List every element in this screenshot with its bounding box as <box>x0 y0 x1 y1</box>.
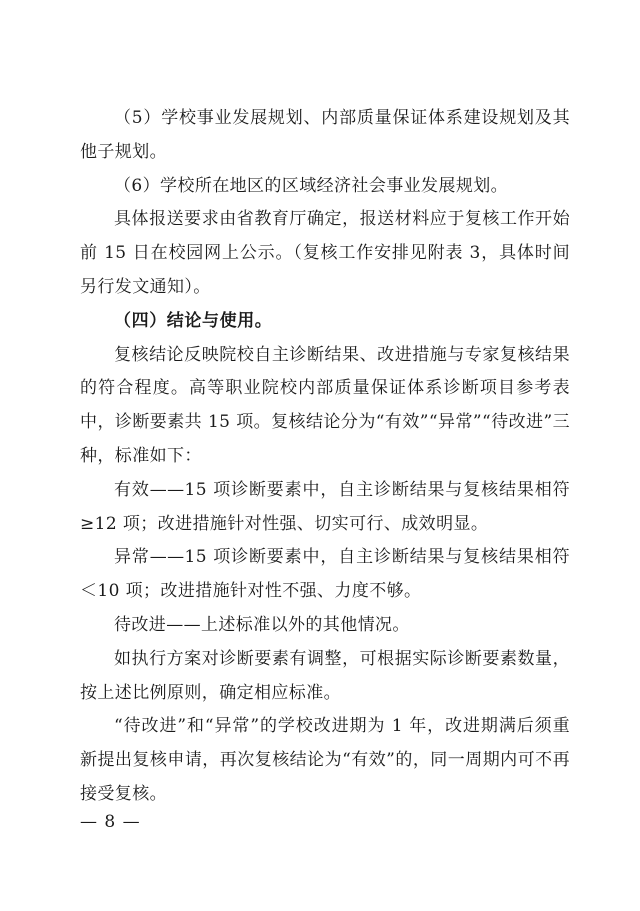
paragraph-adjustment-rule: 如执行方案对诊断要素有调整，可根据实际诊断要素数量，按上述比例原则，确定相应标准。 <box>80 648 570 703</box>
paragraph-criteria-to-improve: 待改进——上述标准以外的其他情况。 <box>114 614 410 635</box>
section-heading-conclusion-and-use: （四）结论与使用。 <box>114 310 273 331</box>
paragraph-improvement-period: “待改进”和“异常”的学校改进期为 1 年，改进期满后须重新提出复核申请，再次复核结论为“有效”的，同一周期内可不再接受复核。 <box>80 716 570 804</box>
paragraph-item-6-regional-plan: （6）学校所在地区的区域经济社会事业发展规划。 <box>114 175 509 196</box>
body-text <box>80 102 570 812</box>
page-number: — 8 — <box>80 812 141 832</box>
paragraph-criteria-abnormal: 异常——15 项诊断要素中，自主诊断结果与复核结果相符＜10 项；改进措施针对性不强、力度不够。 <box>80 547 570 602</box>
paragraph-item-5-plans: （5）学校事业发展规划、内部质量保证体系建设规划及其他子规划。 <box>80 108 570 162</box>
paragraph-submission-requirements: 具体报送要求由省教育厅确定，报送材料应于复核工作开始前 15 日在校园网上公示。（复核工作安排见附表 3，具体时间另行发文通知）。 <box>80 209 570 297</box>
paragraph-review-conclusion: 复核结论反映院校自主诊断结果、改进措施与专家复核结果的符合程度。高等职业院校内部质量保证体系诊断项目参考表中，诊断要素共 15 项。复核结论分为“有效”“异常”“待改进”三种，标准如下： <box>80 344 570 466</box>
paragraph-criteria-effective: 有效——15 项诊断要素中，自主诊断结果与复核结果相符≥12 项；改进措施针对性强、切实可行、成效明显。 <box>80 479 570 534</box>
